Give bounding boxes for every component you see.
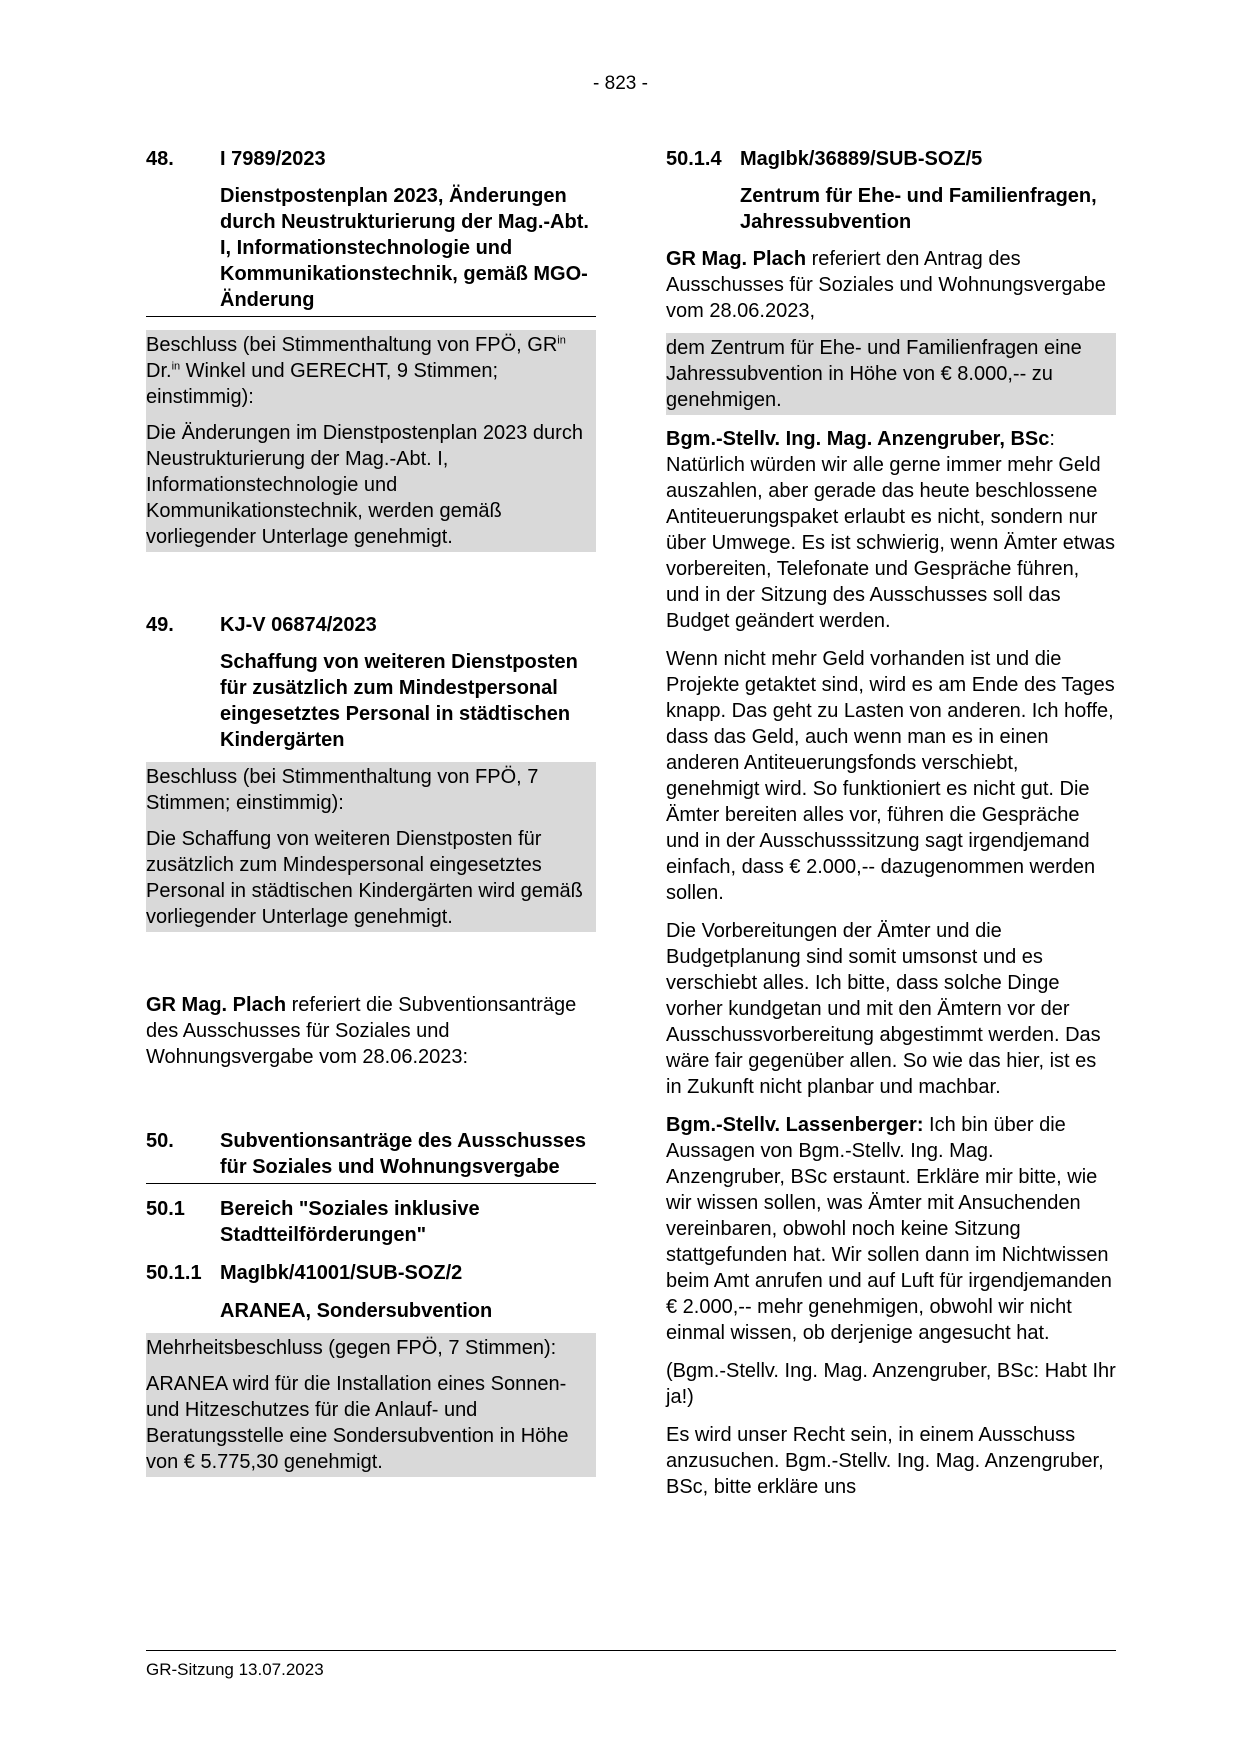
item-number: 48. — [146, 148, 174, 170]
item-number: 49. — [146, 614, 174, 636]
item-48-header — [146, 146, 596, 172]
item-50-1-1-header — [146, 1260, 596, 1286]
intro-paragraph: GR Mag. Plach referiert die Subventionsanträge des Ausschusses für Soziales und Wohnungsvergabe vom 28.06.2023: — [146, 994, 577, 1068]
decision-body: Die Änderungen im Dienstpostenplan 2023 durch Neustrukturierung der Mag.-Abt. I, Informationstechnologie und Kommunikationstechnik, werden gemäß vorliegender Unterlage genehmigt. — [146, 422, 583, 548]
decision-text: Beschluss (bei Stimmenthaltung von FPÖ, $GR^{in}$ Dr.$^{in}$ Winkel und GERECHT, 9 Stimmen; einstimmig): — [146, 334, 566, 408]
interjection: (Bgm.-Stellv. Ing. Mag. Anzengruber, BSc: Habt Ihr ja!) — [666, 1360, 1116, 1408]
item-number: 50.1 — [146, 1198, 185, 1220]
decision-text: Beschluss (bei Stimmenthaltung von FPÖ, 7 Stimmen; einstimmig): — [146, 766, 539, 814]
footer-divider — [146, 1650, 1116, 1651]
item-number: 50. — [146, 1130, 174, 1152]
decision-body: ARANEA wird für die Installation eines Sonnen- und Hitzeschutzes für die Anlauf- und Beratungsstelle eine Sondersubvention in Höhe von € 5.775,30 genehmigt. — [146, 1373, 569, 1473]
speaker-name: GR Mag. Plach — [666, 248, 807, 270]
item-49-decision-block — [146, 762, 596, 932]
motion-text: dem Zentrum für Ehe- und Familienfragen eine Jahressubvention in Höhe von € 8.000,-- zu genehmigen. — [666, 337, 1082, 411]
item-reference: MagIbk/41001/SUB-SOZ/2 — [220, 1262, 463, 1284]
item-49-title: Schaffung von weiteren Dienstposten für zusätzlich zum Mindestpersonal eingesetztes Personal in städtischen Kindergärten — [220, 651, 578, 751]
right-column — [666, 146, 1116, 1500]
item-number: 50.1.4 — [666, 148, 722, 170]
item-49-header — [146, 612, 596, 638]
speech-paragraph: Es wird unser Recht sein, in einem Ausschuss anzusuchen. Bgm.-Stellv. Ing. Mag. Anzengruber, BSc, bitte erkläre uns — [666, 1424, 1104, 1498]
item-50-1-4-header — [666, 146, 1116, 172]
item-title: Subventionsanträge des Ausschusses für Soziales und Wohnungsvergabe — [220, 1130, 587, 1178]
speech-paragraph: Die Vorbereitungen der Ämter und die Budgetplanung sind somit umsonst und es verschiebt alles. Ich bitte, dass solche Dinge vorher kundgetan und mit den Ämtern vor der Ausschussvorbereitung abgestimmt werden. Das wäre fair gegenüber allen. So wie das hier, ist es in Zukunft nicht planbar und machbar. — [666, 920, 1101, 1098]
speaker-name: GR Mag. Plach — [146, 994, 287, 1016]
item-48-decision-block — [146, 330, 596, 552]
item-50-1-1-decision-block — [146, 1333, 596, 1477]
item-reference: MagIbk/36889/SUB-SOZ/5 — [740, 148, 983, 170]
intro-paragraph: GR Mag. Plach referiert den Antrag des Ausschusses für Soziales und Wohnungsvergabe vom 28.06.2023, — [666, 248, 1106, 322]
footer-text: GR-Sitzung 13.07.2023 — [146, 1660, 324, 1679]
item-50-1-1-title: ARANEA, Sondersubvention — [220, 1300, 493, 1322]
speaker-name: Bgm.-Stellv. Lassenberger: — [666, 1114, 924, 1136]
decision-text: Mehrheitsbeschluss (gegen FPÖ, 7 Stimmen): — [146, 1337, 557, 1359]
left-column — [146, 146, 596, 1477]
item-reference: I 7989/2023 — [220, 148, 326, 170]
item-50-1-header — [146, 1196, 596, 1248]
item-50-1-4-title: Zentrum für Ehe- und Familienfragen, Jahressubvention — [740, 185, 1097, 233]
item-50-header — [146, 1128, 596, 1184]
page-number: - 823 - — [593, 73, 648, 94]
item-title: Bereich "Soziales inklusive Stadtteilförderungen" — [220, 1198, 480, 1246]
item-48-title: Dienstpostenplan 2023, Änderungen durch Neustrukturierung der Mag.-Abt. I, Informationstechnologie und Kommunikationstechnik, gemäß MGO-Änderung — [146, 183, 596, 317]
item-reference: KJ-V 06874/2023 — [220, 614, 377, 636]
decision-body: Die Schaffung von weiteren Dienstposten für zusätzlich zum Mindespersonal eingesetztes Personal in städtischen Kindergärten wird gemäß vorliegender Unterlage genehmigt. — [146, 828, 583, 928]
motion-block — [666, 333, 1116, 415]
item-number: 50.1.1 — [146, 1262, 202, 1284]
speech-paragraph: Bgm.-Stellv. Ing. Mag. Anzengruber, BSc: Natürlich würden wir alle gerne immer mehr Geld auszahlen, aber gerade das heute beschlossene Antiteuerungspaket erlaubt es nicht, sondern nur über Umwege. Es ist schwierig, wenn Ämter etwas vorbereiten, Telefonate und Gespräche führen, und in der Sitzung des Ausschusses soll das Budget geändert werden. — [666, 428, 1116, 632]
speech-paragraph: Wenn nicht mehr Geld vorhanden ist und die Projekte getaktet sind, wird es am Ende des Tages knapp. Das geht zu Lasten von anderen. Ich hoffe, dass das Geld, auch wenn man es in einen anderen Antiteuerungsfonds verschiebt, genehmigt wird. So funktioniert es nicht gut. Die Ämter bereiten alles vor, führen die Gespräche und in der Ausschusssitzung sagt irgendjemand einfach, dass € 2.000,-- dazugenommen werden sollen. — [666, 648, 1115, 904]
speech-paragraph: Bgm.-Stellv. Lassenberger: Ich bin über die Aussagen von Bgm.-Stellv. Ing. Mag. Anzengruber, BSc erstaunt. Erkläre mir bitte, wie wir wissen sollen, was Ämter mit Ansuchenden vereinbaren, obwohl noch keine Sitzung stattgefunden hat. Wir sollen dann im Nichtwissen beim Amt anrufen und auf Luft für irgendjemanden € 2.000,-- mehr genehmigen, obwohl wir nicht einmal wissen, ob derjenige angesucht hat. — [666, 1114, 1112, 1344]
speaker-name: Bgm.-Stellv. Ing. Mag. Anzengruber, BSc — [666, 428, 1050, 450]
